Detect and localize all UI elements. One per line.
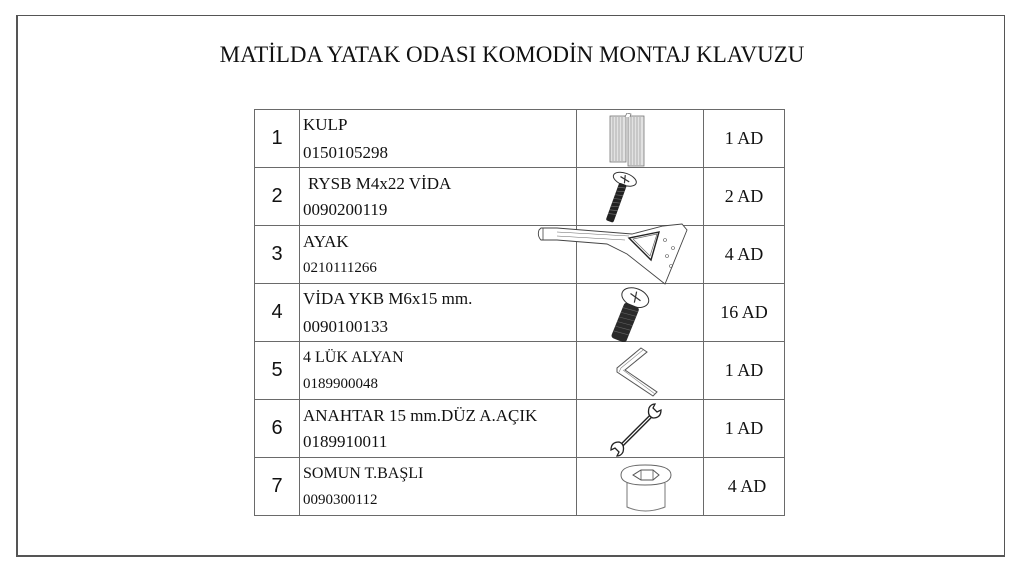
part-number: 7 — [255, 458, 300, 516]
part-image-cell — [577, 226, 704, 284]
bolt-icon — [603, 284, 653, 342]
part-cell — [300, 284, 577, 342]
part-image-cell — [577, 168, 704, 226]
part-number: 4 — [255, 284, 300, 342]
part-code: 0150105298 — [303, 142, 388, 162]
table-row — [255, 168, 785, 226]
part-image-cell — [577, 342, 704, 400]
part-code: 0090300112 — [303, 491, 378, 508]
part-name: KULP — [303, 114, 348, 134]
handle-icon — [607, 113, 647, 167]
part-code: 0189910011 — [303, 431, 388, 451]
part-name: AYAK — [303, 231, 349, 251]
part-code: 0090100133 — [303, 316, 388, 336]
part-quantity: 1 AD — [704, 110, 785, 168]
part-number: 5 — [255, 342, 300, 400]
part-quantity: 4 AD — [704, 458, 785, 516]
part-number: 2 — [255, 168, 300, 226]
leg-icon — [537, 220, 697, 290]
part-cell — [300, 110, 577, 168]
part-cell — [300, 226, 577, 284]
part-image-cell — [577, 400, 704, 458]
part-quantity: 1 AD — [704, 400, 785, 458]
part-cell — [300, 342, 577, 400]
table-row — [255, 110, 785, 168]
table-row — [255, 284, 785, 342]
part-name: ANAHTAR 15 mm.DÜZ A.AÇIK — [303, 405, 538, 425]
part-code: 0090200119 — [303, 199, 388, 219]
part-number: 3 — [255, 226, 300, 284]
part-quantity: 16 AD — [704, 284, 785, 342]
part-name: 4 LÜK ALYAN — [303, 348, 404, 366]
part-quantity: 1 AD — [704, 342, 785, 400]
part-name: VİDA YKB M6x15 mm. — [303, 288, 473, 308]
part-cell — [300, 458, 577, 516]
table-row — [255, 400, 785, 458]
part-code: 0189900048 — [303, 375, 378, 392]
part-cell — [300, 168, 577, 226]
part-number: 6 — [255, 400, 300, 458]
part-name: SOMUN T.BAŞLI — [303, 464, 424, 482]
part-image-cell — [577, 458, 704, 516]
table-row — [255, 342, 785, 400]
part-code: 0210111266 — [303, 259, 377, 276]
parts-table — [254, 109, 785, 516]
part-name: RYSB M4x22 VİDA — [308, 173, 452, 193]
part-image-cell — [577, 110, 704, 168]
wrench-icon — [607, 402, 667, 458]
part-cell — [300, 400, 577, 458]
table-row — [255, 458, 785, 516]
screw-icon — [595, 170, 641, 226]
document-title: MATİLDA YATAK ODASI KOMODİN MONTAJ KLAVUZU — [219, 42, 805, 67]
part-number: 1 — [255, 110, 300, 168]
part-quantity: 4 AD — [704, 226, 785, 284]
part-quantity: 2 AD — [704, 168, 785, 226]
table-row — [255, 226, 785, 284]
nut-icon — [613, 461, 677, 515]
part-image-cell — [577, 284, 704, 342]
allen-key-icon — [613, 346, 673, 398]
